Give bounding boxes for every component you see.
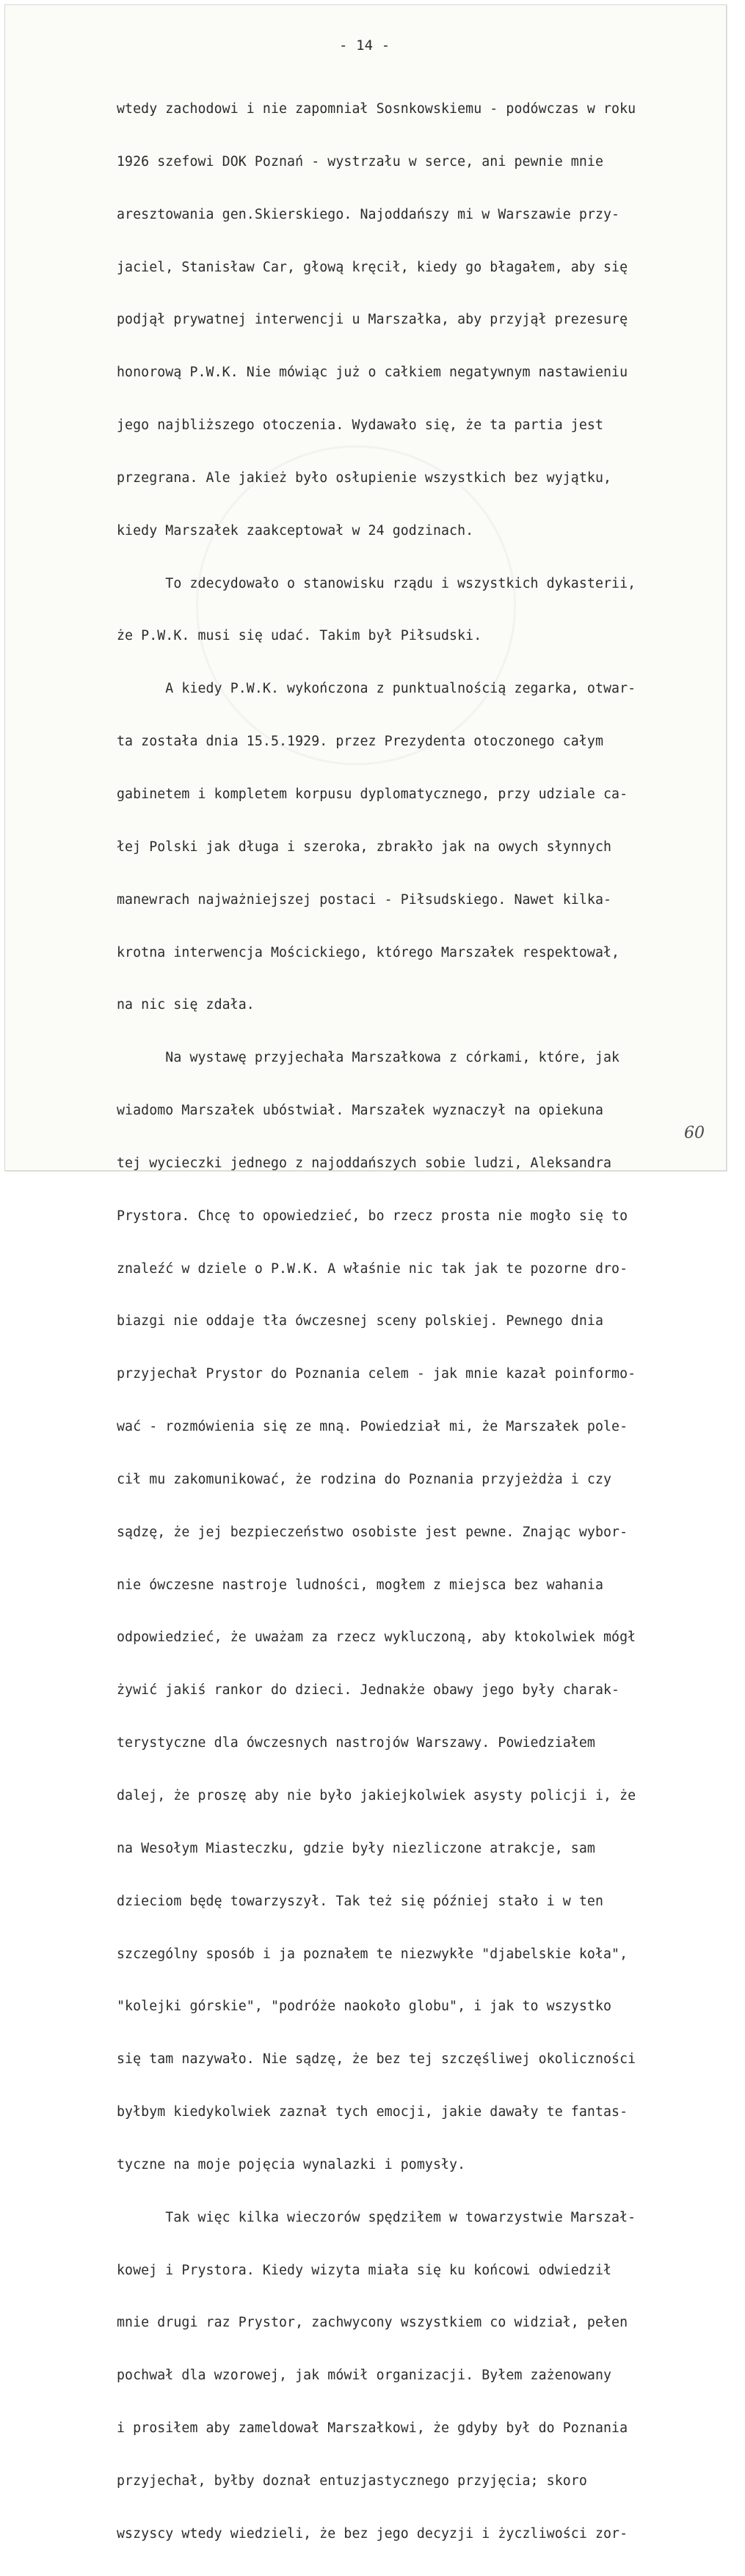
text-line: szczególny sposób i ja poznałem te niezwykłe "djabelskie koła",: [117, 1946, 628, 1962]
text-line: przegrana. Ale jakież było osłupienie wszystkich bez wyjątku,: [117, 470, 612, 486]
text-line: mnie drugi raz Prystor, zachwycony wszystkiem co widział, pełen: [117, 2315, 628, 2331]
text-line: żywić jakiś rankor do dzieci. Jednakże obawy jego były charak-: [117, 1682, 620, 1699]
text-line: przyjechał Prystor do Poznania celem - jak mnie kazał poinformo-: [117, 1366, 636, 1382]
text-line: byłbym kiedykolwiek zaznał tych emocji, jakie dawały te fantas-: [117, 2104, 628, 2120]
text-line: wiadomo Marszałek ubóstwiał. Marszałek wyznaczył na opiekuna: [117, 1103, 603, 1119]
text-line: kowej i Prystora. Kiedy wizyta miała się ku końcowi odwiedził: [117, 2262, 612, 2278]
text-line: Na wystawę przyjechała Marszałkowa z córkami, które, jak: [117, 1050, 620, 1066]
text-line: znaleźć w dziele o P.W.K. A właśnie nic tak jak te pozorne dro-: [117, 1260, 628, 1277]
text-line: tyczne na moje pojęcia wynalazki i pomysły.: [117, 2156, 466, 2172]
handwritten-page-number: 60: [684, 1124, 705, 1142]
text-line: manewrach najważniejszej postaci - Piłsudskiego. Nawet kilka-: [117, 891, 612, 908]
text-line: tej wycieczki jednego z najoddańszych sobie ludzi, Aleksandra: [117, 1155, 612, 1171]
text-line: odpowiedzieć, że uważam za rzecz wykluczoną, aby ktokolwiek mógł: [117, 1630, 636, 1646]
text-line: Prystora. Chcę to opowiedzieć, bo rzecz prosta nie mogło się to: [117, 1208, 628, 1224]
text-line: 1926 szefowi DOK Poznań - wystrzału w serce, ani pewnie mnie: [117, 153, 603, 169]
text-line: gabinetem i kompletem korpusu dyplomatycznego, przy udziale ca-: [117, 786, 628, 802]
text-line: na nic się zdała.: [117, 997, 255, 1013]
text-line: kiedy Marszałek zaakceptował w 24 godzinach.: [117, 522, 474, 539]
text-line: biazgi nie oddaje tła ówczesnej sceny polskiej. Pewnego dnia: [117, 1313, 603, 1329]
text-line: że P.W.K. musi się udać. Takim był Piłsudski.: [117, 628, 482, 644]
text-line: A kiedy P.W.K. wykończona z punktualnością zegarka, otwar-: [117, 681, 636, 697]
text-line: i prosiłem aby zameldował Marszałkowi, że gdyby był do Poznania: [117, 2420, 628, 2437]
page-number: - 14 -: [339, 37, 390, 54]
text-line: "kolejki górskie", "podróże naokoło globu", i jak to wszystko: [117, 1999, 612, 2015]
text-line: się tam nazywało. Nie sądzę, że bez tej szczęśliwej okoliczności: [117, 2051, 636, 2068]
text-line: aresztowania gen.Skierskiego. Najoddańszy mi w Warszawie przy-: [117, 206, 620, 222]
text-line: łej Polski jak długa i szeroka, zbrakło jak na owych słynnych: [117, 839, 612, 855]
text-line: cił mu zakomunikować, że rodzina do Poznania przyjeżdża i czy: [117, 1471, 612, 1487]
text-line: honorową P.W.K. Nie mówiąc już o całkiem negatywnym nastawieniu: [117, 365, 628, 381]
document-page: [4, 4, 727, 2542]
text-line: podjął prywatnej interwencji u Marszałka, aby przyjął prezesurę: [117, 312, 628, 328]
text-line: ta została dnia 15.5.1929. przez Prezydenta otoczonego całym: [117, 734, 603, 750]
body-text: [117, 67, 636, 2576]
text-line: terystyczne dla ówczesnych nastrojów Warszawy. Powiedziałem: [117, 1735, 595, 1751]
text-line: przyjechał, byłby doznał entuzjastycznego przyjęcia; skoro: [117, 2473, 587, 2489]
text-line: wszyscy wtedy wiedzieli, że bez jego decyzji i życzliwości zor-: [117, 2525, 628, 2542]
text-line: To zdecydowało o stanowisku rządu i wszystkich dykasterii,: [117, 575, 636, 591]
text-line: na Wesołym Miasteczku, gdzie były niezliczone atrakcje, sam: [117, 1840, 595, 1856]
text-line: pochwał dla wzorowej, jak mówił organizacji. Byłem zażenowany: [117, 2368, 612, 2384]
text-line: sądzę, że jej bezpieczeństwo osobiste jest pewne. Znając wybor-: [117, 1524, 628, 1540]
text-line: jego najbliższego otoczenia. Wydawało się, że ta partia jest: [117, 417, 603, 434]
text-line: dalej, że proszę aby nie było jakiejkolwiek asysty policji i, że: [117, 1788, 636, 1803]
text-line: nie ówczesne nastroje ludności, mogłem z miejsca bez wahania: [117, 1577, 603, 1593]
text-line: jaciel, Stanisław Car, głową kręcił, kiedy go błagałem, aby się: [117, 259, 628, 275]
text-line: wtedy zachodowi i nie zapomniał Sosnkowskiemu - podówczas w roku: [117, 101, 636, 117]
text-line: dzieciom będę towarzyszył. Tak też się później stało i w ten: [117, 1893, 603, 1909]
text-line: Tak więc kilka wieczorów spędziłem w towarzystwie Marszał-: [117, 2209, 636, 2225]
text-line: wać - rozmówienia się ze mną. Powiedział mi, że Marszałek pole-: [117, 1419, 628, 1435]
text-line: krotna interwencja Mościckiego, którego Marszałek respektował,: [117, 944, 620, 960]
